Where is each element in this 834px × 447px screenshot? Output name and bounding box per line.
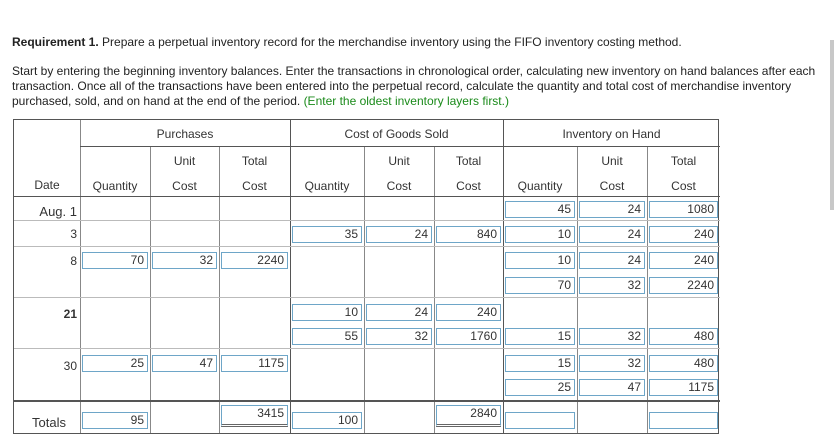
oh-unit-header: Unit [601,154,623,168]
row-divider [14,400,720,402]
oh-total-cost-input[interactable]: 240 [649,226,718,243]
row-divider [14,220,720,221]
instructions-body: Start by entering the beginning inventory balances. Enter the transactions in chronological order, calculating new inventory on hand balances after each transaction. Once all of the transactions have been entered into the perpetual record, calculate the quantity and total cost of merchandise inventory purchased, sold, and on hand at the end of the period. [12,64,816,108]
p-qty-total-input[interactable]: 95 [82,412,148,429]
date-8: 8 [70,254,77,268]
oh-total-header: Total [670,154,697,168]
date-3: 3 [70,227,77,241]
oh-unit-cost-input[interactable]: 24 [579,226,645,243]
totals-label: Totals [32,415,66,430]
row-divider [14,297,720,298]
p-qty-input[interactable]: 70 [82,252,148,269]
oh-total-cost-input[interactable]: 240 [649,252,718,269]
oh-unit-cost-header: Cost [599,179,625,193]
requirement-label: Requirement 1. [12,35,99,49]
col-divider [503,120,504,433]
p-qty-header: Quantity [92,179,138,193]
oh-qty-input[interactable]: 25 [505,379,575,396]
oh-total-cost-input[interactable]: 1175 [649,379,718,396]
oh-cost-total-input[interactable] [649,412,718,429]
oh-qty-input[interactable]: 15 [505,328,575,345]
cg-qty-input[interactable]: 35 [292,226,362,243]
p-unit-header: Unit [173,154,196,168]
oh-total-cost-input[interactable]: 480 [649,328,718,345]
oh-qty-input[interactable]: 10 [505,252,575,269]
cg-cost-total-input[interactable]: 2840 [436,405,501,427]
p-total-cost-input[interactable]: 1175 [221,355,288,372]
cg-unit-header: Unit [388,154,410,168]
perpetual-inventory-table [13,119,719,434]
oh-unit-cost-input[interactable]: 47 [579,379,645,396]
date-header: Date [34,178,60,192]
cg-qty-input[interactable]: 55 [292,328,362,345]
p-qty-input[interactable]: 25 [82,355,148,372]
cogs-header: Cost of Goods Sold [344,127,449,141]
scrollbar[interactable] [830,40,834,210]
cg-total-cost-input[interactable]: 840 [436,226,501,243]
onhand-header: Inventory on Hand [562,127,661,141]
row-divider [14,246,720,247]
cg-qty-total-input[interactable]: 100 [292,412,362,429]
oh-qty-input[interactable]: 45 [505,201,575,218]
row-divider [80,146,720,147]
oh-qty-input[interactable]: 70 [505,277,575,294]
oh-unit-cost-input[interactable]: 24 [579,201,645,218]
cg-unit-cost-input[interactable]: 24 [366,304,432,321]
p-unit-cost-input[interactable]: 32 [152,252,217,269]
p-cost-total-input[interactable]: 3415 [221,405,288,427]
oh-qty-input[interactable]: 10 [505,226,575,243]
requirement-text [12,35,822,50]
col-divider [290,120,291,433]
row-divider [14,196,720,197]
row-divider [14,348,720,349]
instructions-note: (Enter the oldest inventory layers first.) [303,94,509,108]
cg-unit-cost-input[interactable]: 24 [366,226,432,243]
purchases-header: Purchases [156,127,214,141]
p-unit-cost-header: Cost [172,179,197,193]
cg-unit-cost-input[interactable]: 32 [366,328,432,345]
cg-total-cost-input[interactable]: 1760 [436,328,501,345]
oh-total-cost-input[interactable]: 1080 [649,201,718,218]
oh-total-cost-header: Cost [671,179,696,193]
requirement-body: Prepare a perpetual inventory record for the merchandise inventory using the FIFO inventory costing method. [98,35,682,49]
oh-unit-cost-input[interactable]: 32 [579,277,645,294]
instructions-text [12,64,824,109]
cg-total-cost-input[interactable]: 240 [436,304,501,321]
p-total-header: Total [241,154,268,168]
oh-total-cost-input[interactable]: 2240 [649,277,718,294]
date-30: 30 [63,359,77,373]
cg-unit-cost-header: Cost [386,179,412,193]
cg-total-cost-header: Cost [456,179,481,193]
oh-qty-input[interactable]: 15 [505,355,575,372]
cg-qty-header: Quantity [304,179,350,193]
p-total-cost-header: Cost [242,179,267,193]
cg-qty-input[interactable]: 10 [292,304,362,321]
p-total-cost-input[interactable]: 2240 [221,252,288,269]
oh-unit-cost-input[interactable]: 24 [579,252,645,269]
oh-qty-header: Quantity [517,179,563,193]
p-unit-cost-input[interactable]: 47 [152,355,217,372]
cg-total-header: Total [455,154,482,168]
date-aug1: Aug. 1 [39,204,77,219]
oh-unit-cost-input[interactable]: 32 [579,355,645,372]
date-21: 21 [63,307,77,321]
col-divider [80,120,81,433]
oh-total-cost-input[interactable]: 480 [649,355,718,372]
oh-qty-total-input[interactable] [505,412,575,429]
oh-unit-cost-input[interactable]: 32 [579,328,645,345]
